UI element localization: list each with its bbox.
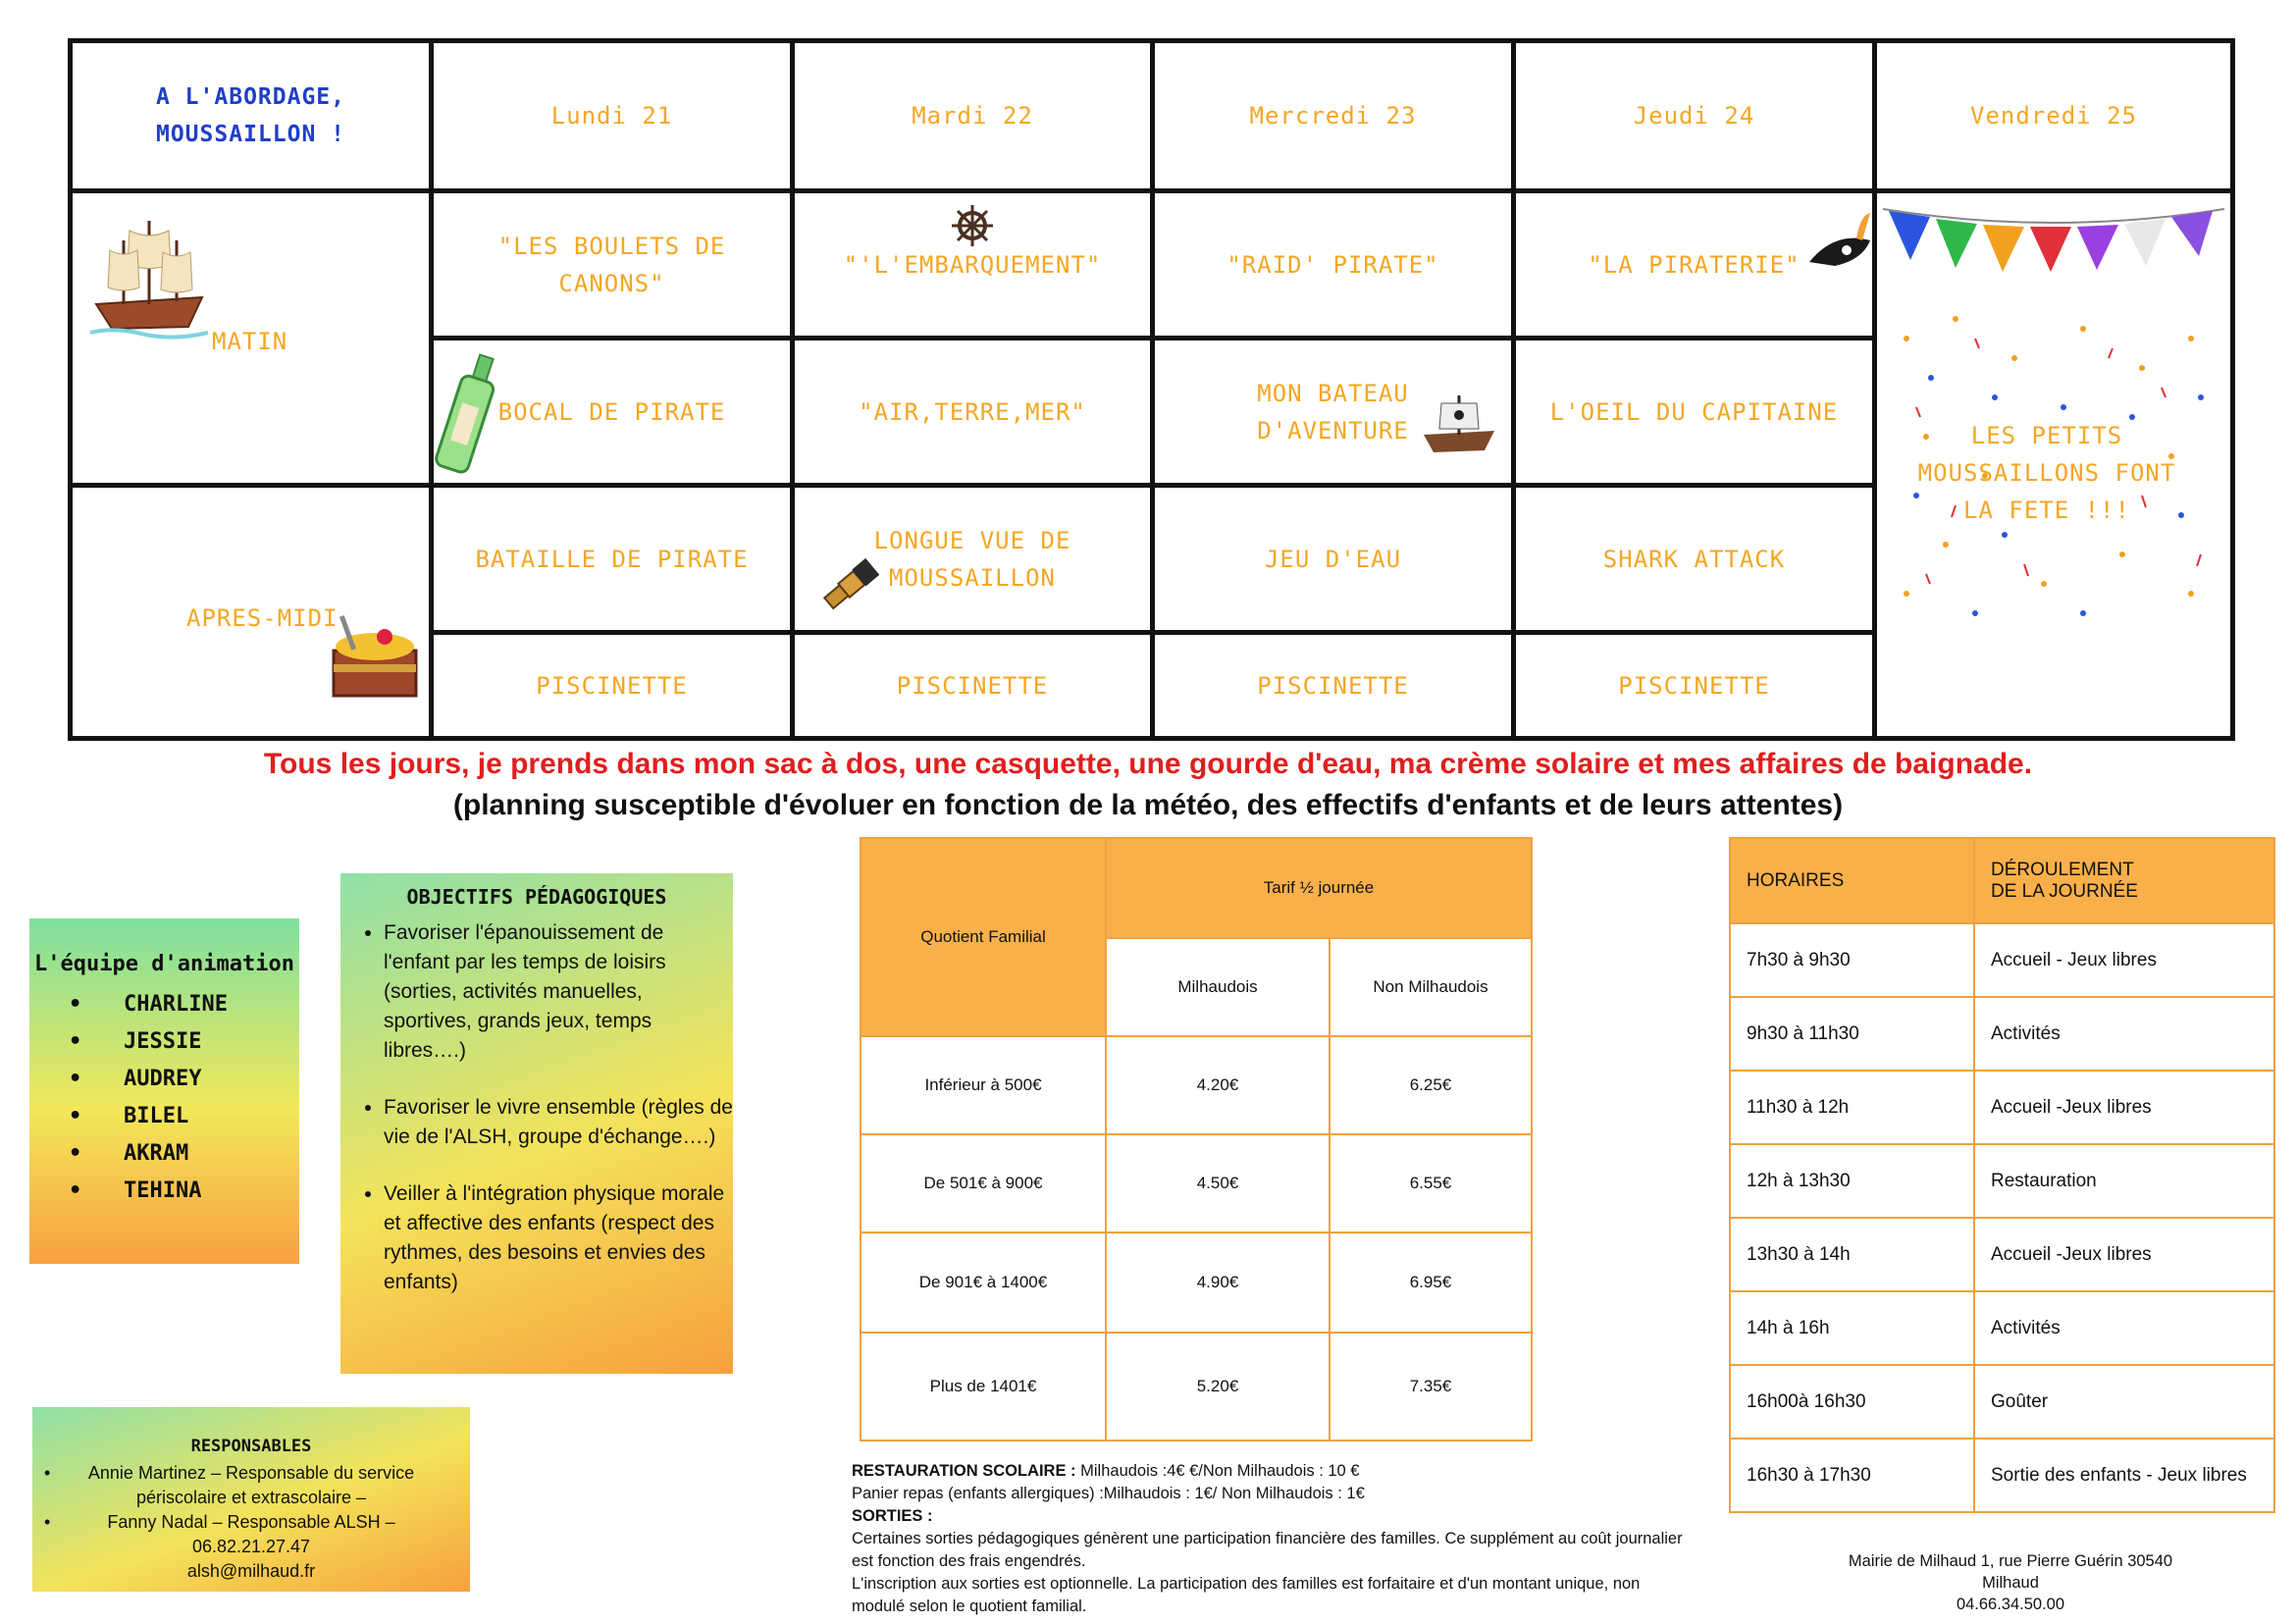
team-box: [29, 918, 299, 1264]
sorties-text-1: Certaines sorties pédagogiques génèrent une participation financière des familles. Ce supplément au coût journalier est fonction des frais engendrés.: [852, 1530, 1683, 1570]
team-member: • CHARLINE: [69, 986, 299, 1023]
objective-item: • Favoriser le vivre ensemble (règles de vie de l'ALSH, groupe d'échange….): [384, 1093, 733, 1152]
schedule-time: 9h30 à 11h30: [1729, 996, 1975, 1072]
planning-title: A L'ABORDAGE, MOUSSAILLON !: [155, 84, 345, 147]
pirate-ship-icon: [86, 211, 214, 343]
tariff-qf-header: Quotient Familial: [860, 837, 1107, 1037]
tariff-col-milhaudois: Milhaudois: [1105, 937, 1331, 1037]
schedule-activity: Activités: [1973, 996, 2275, 1072]
bottle-icon: [434, 350, 504, 478]
activity-tue-pm1: LONGUE VUE DE MOUSSAILLON: [795, 488, 1150, 630]
bring-notice: Tous les jours, je prends dans mon sac à dos, une casquette, une gourde d'eau, ma crème solaire et mes affaires de baignade.: [263, 748, 2033, 780]
schedule-header-time: HORAIRES: [1729, 837, 1975, 924]
team-member: • BILEL: [69, 1098, 299, 1135]
schedule-time: 11h30 à 12h: [1729, 1070, 1975, 1145]
panier-text: Panier repas (enfants allergiques) :Milhaudois : 1€/ Non Milhaudois : 1€: [852, 1485, 1365, 1502]
activity-thu-am1: "LA PIRATERIE": [1516, 193, 1872, 336]
schedule-time: 16h00à 16h30: [1729, 1364, 1975, 1440]
tariff-row-label: De 901€ à 1400€: [860, 1231, 1107, 1334]
team-member: • JESSIE: [69, 1023, 299, 1061]
activity-thu-pm1: SHARK ATTACK: [1602, 545, 1786, 573]
team-member: • AKRAM: [69, 1135, 299, 1173]
day-header-thursday: Jeudi 24: [1633, 102, 1755, 130]
objectives-title: OBJECTIFS PÉDAGOGIQUES: [406, 885, 667, 909]
schedule-activity: Accueil -Jeux libres: [1973, 1070, 2275, 1145]
team-title: L'équipe d'animation: [34, 952, 294, 976]
day-header-monday: Lundi 21: [550, 102, 673, 130]
afternoon-label: APRES-MIDI: [186, 604, 339, 632]
tariff-cell: 7.35€: [1329, 1332, 1533, 1441]
planning-disclaimer: (planning susceptible d'évoluer en fonction de la météo, des effectifs d'enfants et de leurs attentes): [452, 789, 1844, 821]
tariff-col-non-milhaudois: Non Milhaudois: [1329, 937, 1533, 1037]
tariff-row-label: Plus de 1401€: [860, 1332, 1107, 1441]
schedule-activity: Accueil -Jeux libres: [1973, 1217, 2275, 1292]
schedule-activity: Goûter: [1973, 1364, 2275, 1440]
responsable-line: Annie Martinez – Responsable du service: [87, 1463, 415, 1483]
schedule-time: 7h30 à 9h30: [1729, 922, 1975, 998]
team-member: • AUDREY: [69, 1061, 299, 1098]
bunting-flags-icon: [1879, 197, 2228, 295]
weekly-planning-grid: [68, 38, 2235, 741]
tariff-cell: 6.25€: [1329, 1035, 1533, 1135]
mairie-city: Milhaud: [1982, 1574, 2039, 1592]
day-header-tuesday: Mardi 22: [912, 102, 1033, 130]
restauration-info: [852, 1460, 1686, 1618]
tariff-cell: 5.20€: [1105, 1332, 1331, 1441]
schedule-time: 14h à 16h: [1729, 1290, 1975, 1366]
sorties-text-2: L'inscription aux sorties est optionnelle. La participation des familles est forfaitaire et d'un montant unique, non modulé selon le quotient familial.: [852, 1575, 1641, 1615]
activity-wed-am2: MON BATEAU D'AVENTURE: [1155, 340, 1511, 483]
activity-wed-pm2: PISCINETTE: [1257, 671, 1409, 700]
mairie-phone: 04.66.34.50.00: [1956, 1596, 2065, 1613]
schedule-activity: Accueil - Jeux libres: [1973, 922, 2275, 998]
responsables-box: RESPONSABLES • Annie Martinez – Responsable du service périscolaire et extrascolaire – • Fanny Nadal – Responsable ALSH – 06.82.21.27.47 alsh@milhaud.fr: [32, 1407, 470, 1592]
tariff-row-label: Inférieur à 500€: [860, 1035, 1107, 1135]
activity-wed-pm1: JEU D'EAU: [1264, 545, 1402, 573]
tariff-cell: 6.55€: [1329, 1133, 1533, 1233]
tariff-cell: 4.50€: [1105, 1133, 1331, 1233]
team-list: [29, 986, 299, 1210]
activity-mon-pm2: PISCINETTE: [536, 671, 688, 700]
day-header-wednesday: Mercredi 23: [1249, 102, 1417, 130]
restauration-label: RESTAURATION SCOLAIRE :: [852, 1462, 1076, 1480]
objective-item: • Favoriser l'épanouissement de l'enfant par les temps de loisirs (sorties, activités manuelles, sportives, grands jeux, temps libres….): [384, 918, 733, 1066]
mairie-address: Mairie de Milhaud 1, rue Pierre Guérin 30540: [1848, 1552, 2173, 1570]
treasure-chest-icon: [326, 605, 424, 704]
activity-mon-am1: "LES BOULETS DE CANONS": [497, 232, 726, 297]
responsable-line: périscolaire et extrascolaire –: [135, 1488, 367, 1507]
tariff-cell: 4.20€: [1105, 1035, 1331, 1135]
schedule-header-activity: DÉROULEMENT DE LA JOURNÉE: [1973, 837, 2275, 924]
pirate-hat-icon: [1805, 211, 1874, 274]
morning-label-cell: [73, 193, 429, 483]
team-member: • TEHINA: [69, 1173, 299, 1210]
schedule-activity: Sortie des enfants - Jeux libres: [1973, 1438, 2275, 1513]
morning-label: MATIN: [212, 328, 288, 355]
activity-mon-am2: BOCAL DE PIRATE: [434, 340, 790, 483]
activity-mon-pm1: BATAILLE DE PIRATE: [475, 545, 749, 573]
ship-wheel-icon: [950, 203, 995, 248]
objective-item: • Veiller à l'intégration physique morale et affective des enfants (respect des rythmes, des besoins et envies des enfants): [384, 1179, 733, 1297]
sorties-label: SORTIES :: [852, 1507, 933, 1525]
day-header-friday: Vendredi 25: [1970, 102, 2137, 130]
schedule-time: 12h à 13h30: [1729, 1143, 1975, 1219]
friday-event: LES PETITS MOUSSAILLONS FONT LA FETE !!!: [1917, 422, 2176, 524]
schedule-activity: Activités: [1973, 1290, 2275, 1366]
activity-thu-pm2: PISCINETTE: [1618, 671, 1770, 700]
schedule-time: 16h30 à 17h30: [1729, 1438, 1975, 1513]
objectives-list: [340, 918, 733, 1297]
tariff-cell: 4.90€: [1105, 1231, 1331, 1334]
tariff-cell: 6.95€: [1329, 1231, 1533, 1334]
friday-party-cell: [1877, 193, 2230, 736]
activity-thu-am2: L'OEIL DU CAPITAINE: [1549, 397, 1839, 426]
tariff-price-header: Tarif ½ journée: [1105, 837, 1533, 939]
schedule-activity: Restauration: [1973, 1143, 2275, 1219]
responsable-phone: 06.82.21.27.47: [191, 1537, 311, 1556]
activity-tue-am1: "'L'EMBARQUEMENT": [795, 193, 1150, 336]
activity-wed-am1: "RAID' PIRATE": [1226, 250, 1439, 279]
mairie-contact: [1731, 1550, 2290, 1615]
responsable-email[interactable]: alsh@milhaud.fr: [186, 1561, 316, 1581]
afternoon-label-cell: [73, 488, 429, 736]
objectives-box: [340, 873, 733, 1374]
schedule-time: 13h30 à 14h: [1729, 1217, 1975, 1292]
restauration-text: Milhaudois :4€ €/Non Milhaudois : 10 €: [1075, 1462, 1360, 1480]
activity-tue-am2: "AIR,TERRE,MER": [859, 397, 1086, 426]
tariff-row-label: De 501€ à 900€: [860, 1133, 1107, 1233]
activity-tue-pm2: PISCINETTE: [896, 671, 1049, 700]
responsables-title: RESPONSABLES: [190, 1437, 312, 1456]
responsable-line: Fanny Nadal – Responsable ALSH –: [107, 1512, 395, 1532]
